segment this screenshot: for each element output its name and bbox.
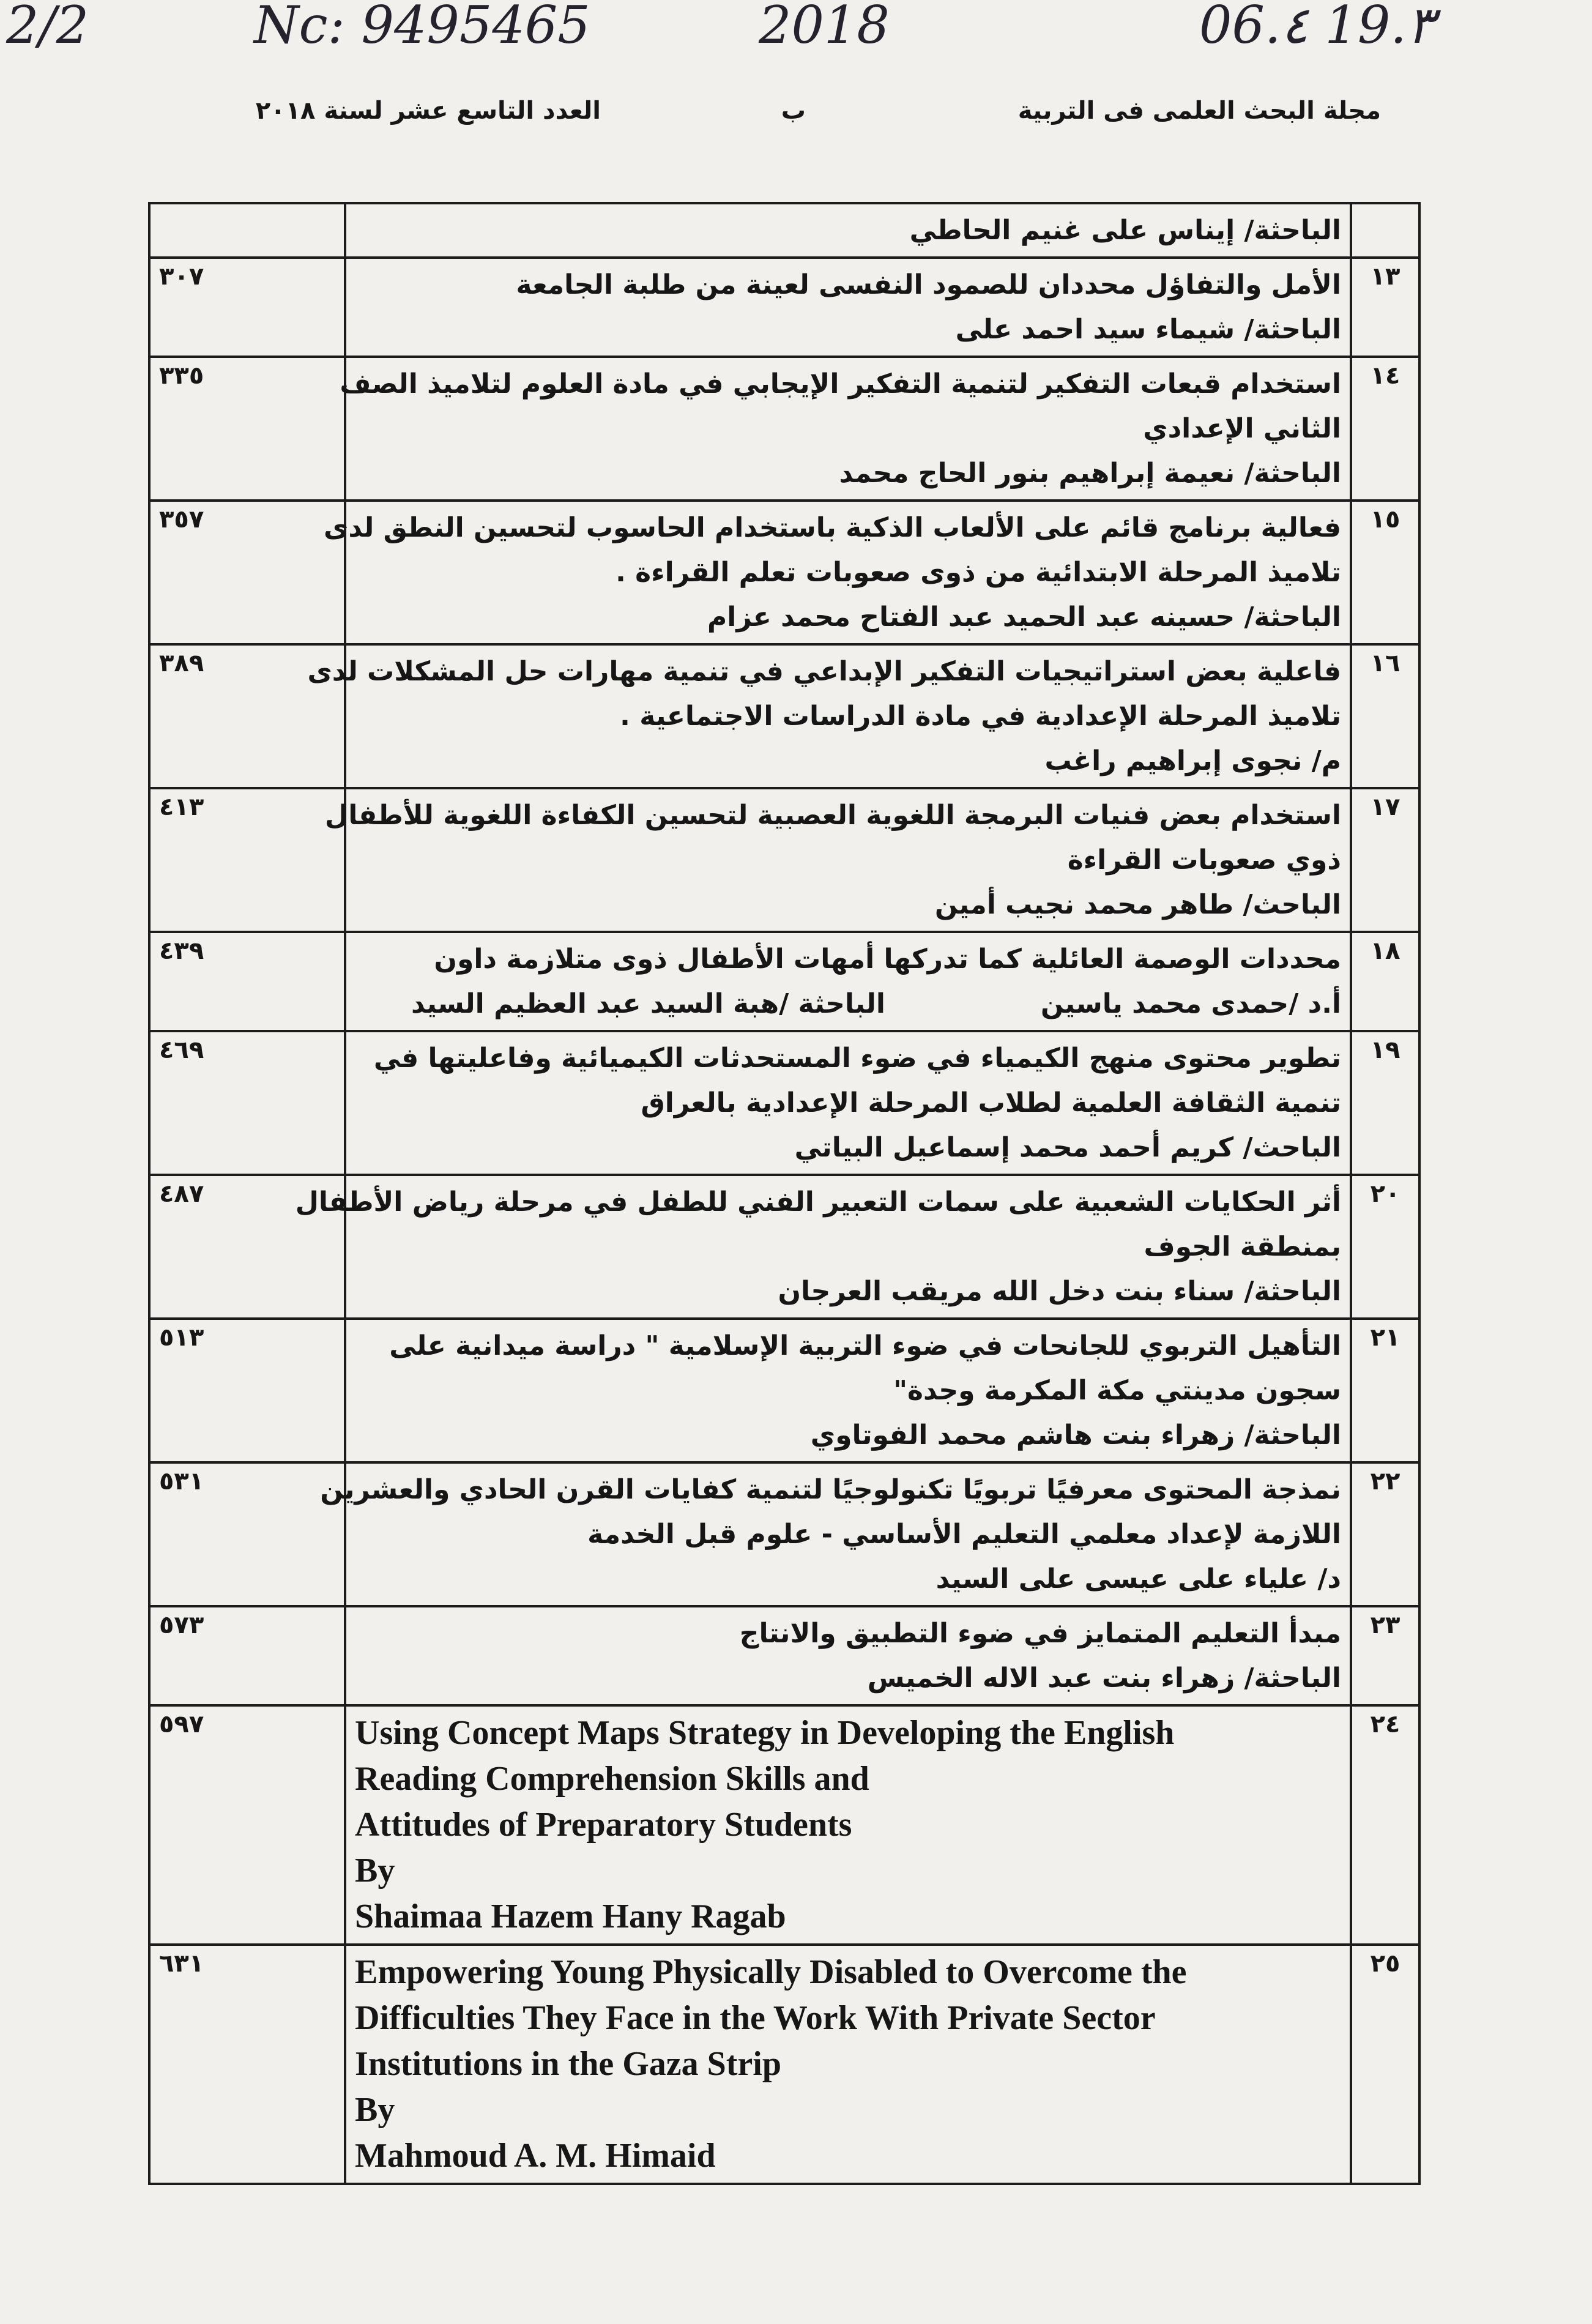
entry-content (345, 1945, 1351, 2184)
entry-content (345, 258, 1351, 357)
page-number: ٣٣٥ (149, 357, 345, 501)
entry-title-line: محددات الوصمة العائلية كما تدركها أمهات الأطفال ذوى متلازمة داون (434, 944, 1341, 975)
entry-title-line: الأمل والتفاؤل محددان للصمود النفسى لعينة من طلبة الجامعة (516, 269, 1341, 300)
entry-content (345, 203, 1351, 258)
entry-number: ١٩ (1351, 1031, 1419, 1175)
entry-author: الباحثة/ شيماء سيد احمد على (955, 314, 1341, 345)
entry-author: الباحثة /هبة السيد عبد العظيم السيد (411, 988, 885, 1019)
entry-title-line: Attitudes of Preparatory Students (355, 1806, 852, 1844)
toc-row (149, 1031, 1419, 1175)
entry-number: ٢٠ (1351, 1175, 1419, 1319)
entry-author: الباحث/ طاهر محمد نجيب أمين (934, 889, 1341, 920)
page-number: ٥٧٣ (149, 1606, 345, 1705)
page-number: ٥٣١ (149, 1462, 345, 1606)
entry-number: ١٣ (1351, 258, 1419, 357)
entry-title-line: فعالية برنامج قائم على الألعاب الذكية باستخدام الحاسوب لتحسين النطق لدى (324, 512, 1341, 543)
entry-title-line: أثر الحكايات الشعبية على سمات التعبير الفني للطفل في مرحلة رياض الأطفال (295, 1186, 1341, 1218)
page-number: ٥١٣ (149, 1319, 345, 1462)
toc-row (149, 357, 1419, 501)
page-number: ٣٠٧ (149, 258, 345, 357)
entry-author: الباحثة/ إيناس على غنيم الحاطي (909, 215, 1341, 246)
toc-row (149, 788, 1419, 932)
toc-row (149, 644, 1419, 788)
entry-title-line: Difficulties They Face in the Work With Private Sector (355, 1999, 1156, 2037)
entry-content (307, 644, 1351, 788)
entry-title-line: فاعلية بعض استراتيجيات التفكير الإبداعي في تنمية مهارات حل المشكلات لدى (307, 656, 1341, 687)
toc-row (149, 1175, 1419, 1319)
toc-row (149, 1319, 1419, 1462)
entry-number: ١٤ (1351, 357, 1419, 501)
toc-row (149, 258, 1419, 357)
entry-title-line: تطوير محتوى منهج الكيمياء في ضوء المستحدثات الكيميائية وفاعليتها في (373, 1043, 1341, 1074)
part-label: ب (781, 97, 806, 125)
page-number: ٦٣١ (149, 1945, 345, 2184)
entry-title-line: تلاميذ المرحلة الإعدادية في مادة الدراسات الاجتماعية . (620, 701, 1341, 732)
entry-author: الباحثة/ حسينه عبد الحميد عبد الفتاح محمد عزام (707, 601, 1341, 633)
journal-title: مجلة البحث العلمى فى التربية (1017, 97, 1381, 125)
entry-content (320, 1462, 1351, 1606)
entry-number: ١٨ (1351, 932, 1419, 1031)
entry-title-line: مبدأ التعليم المتمايز في ضوء التطبيق والانتاج (739, 1618, 1341, 1649)
toc-row (149, 1705, 1419, 1945)
entry-content (324, 501, 1351, 644)
contents-table (148, 202, 1421, 2185)
entry-title-line: استخدام قبعات التفكير لتنمية التفكير الإيجابي في مادة العلوم لتلاميذ الصف (340, 368, 1341, 400)
entry-author: الباحثة/ سناء بنت دخل الله مريقب العرجان (778, 1276, 1341, 1307)
entry-author: الباحث/ كريم أحمد محمد إسماعيل البياتي (794, 1132, 1341, 1163)
entry-number: ٢٥ (1351, 1945, 1419, 2184)
entry-number: ١٧ (1351, 788, 1419, 932)
page-number: ٤٣٩ (149, 932, 345, 1031)
page-number: ٣٨٩ (149, 644, 345, 788)
entry-title-line: نمذجة المحتوى معرفيًا تربويًا تكنولوجيًا لتنمية كفايات القرن الحادي والعشرين (320, 1474, 1341, 1505)
entry-number: ٢١ (1351, 1319, 1419, 1462)
entry-number: ٢٣ (1351, 1606, 1419, 1705)
entry-title-line: ذوي صعوبات القراءة (1067, 844, 1341, 876)
entry-author: Mahmoud A. M. Himaid (355, 2137, 716, 2175)
page-number (149, 203, 345, 258)
entry-content (295, 1175, 1351, 1319)
entry-content (325, 788, 1351, 932)
handwritten-date: 06.٤ 19.٣ (1199, 0, 1435, 55)
entry-title-line: تلاميذ المرحلة الابتدائية من ذوى صعوبات تعلم القراءة . (616, 557, 1341, 588)
entry-content (345, 1319, 1351, 1462)
entry-number: ٢٢ (1351, 1462, 1419, 1606)
entry-title-line: Reading Comprehension Skills and (355, 1760, 869, 1798)
toc-row (149, 501, 1419, 644)
entry-title-line: التأهيل التربوي للجانحات في ضوء التربية الإسلامية " دراسة ميدانية على (389, 1330, 1341, 1361)
toc-row (149, 1462, 1419, 1606)
entry-author: أ.د /حمدى محمد ياسين (1040, 988, 1341, 1019)
page-number: ٤٨٧ (149, 1175, 345, 1319)
entry-number: ٢٤ (1351, 1705, 1419, 1945)
entry-title-line: Institutions in the Gaza Strip (355, 2045, 781, 2083)
toc-row (149, 1606, 1419, 1705)
entry-title-line: By (355, 1852, 395, 1890)
entry-author: الباحثة/ نعيمة إبراهيم بنور الحاج محمد (839, 458, 1341, 489)
entry-title-line: By (355, 2091, 395, 2129)
entry-title-line: اللازمة لإعداد معلمي التعليم الأساسي - علوم قبل الخدمة (587, 1519, 1341, 1550)
entry-content (345, 1705, 1351, 1945)
entry-title-line: الثاني الإعدادي (1143, 413, 1341, 444)
page-number: ٤١٣ (149, 788, 345, 932)
handwritten-annotation (0, 0, 1592, 73)
entry-author: م/ نجوى إبراهيم راغب (1044, 745, 1341, 777)
entry-title-line: Empowering Young Physically Disabled to Overcome the (355, 1953, 1187, 1991)
entry-content (340, 357, 1351, 501)
entry-title-line: استخدام بعض فنيات البرمجة اللغوية العصبية لتحسين الكفاءة اللغوية للأطفال (325, 800, 1341, 831)
entry-title-line: بمنطقة الجوف (1144, 1231, 1341, 1262)
entry-title-line: تنمية الثقافة العلمية لطلاب المرحلة الإعدادية بالعراق (641, 1087, 1341, 1119)
entry-content (345, 932, 1351, 1031)
entry-number (1351, 203, 1419, 258)
entry-content (345, 1031, 1351, 1175)
entry-content (345, 1606, 1351, 1705)
page-number: ٥٩٧ (149, 1705, 345, 1945)
entry-number: ١٥ (1351, 501, 1419, 644)
entry-author: الباحثة/ زهراء بنت عبد الاله الخميس (867, 1663, 1341, 1694)
page-number: ٣٥٧ (149, 501, 345, 644)
toc-row (149, 932, 1419, 1031)
running-header (0, 92, 1592, 141)
issue-label: العدد التاسع عشر لسنة ٢٠١٨ (255, 97, 601, 125)
entry-author: الباحثة/ زهراء بنت هاشم محمد الفوتاوي (810, 1420, 1341, 1451)
handwritten-year: 2018 (759, 0, 890, 55)
entry-authors (411, 981, 1341, 1026)
entry-author: Shaimaa Hazem Hany Ragab (355, 1898, 786, 1935)
handwritten-fraction: 2/2 (6, 0, 89, 55)
entry-title-line: Using Concept Maps Strategy in Developing the English (355, 1714, 1175, 1752)
entry-number: ١٦ (1351, 644, 1419, 788)
entry-author: د/ علياء على عيسى على السيد (935, 1563, 1341, 1595)
toc-row (149, 1945, 1419, 2184)
toc-row (149, 203, 1419, 258)
page-number: ٤٦٩ (149, 1031, 345, 1175)
handwritten-number: Nc: 9495465 (254, 0, 590, 55)
entry-title-line: سجون مدينتي مكة المكرمة وجدة" (893, 1375, 1341, 1406)
